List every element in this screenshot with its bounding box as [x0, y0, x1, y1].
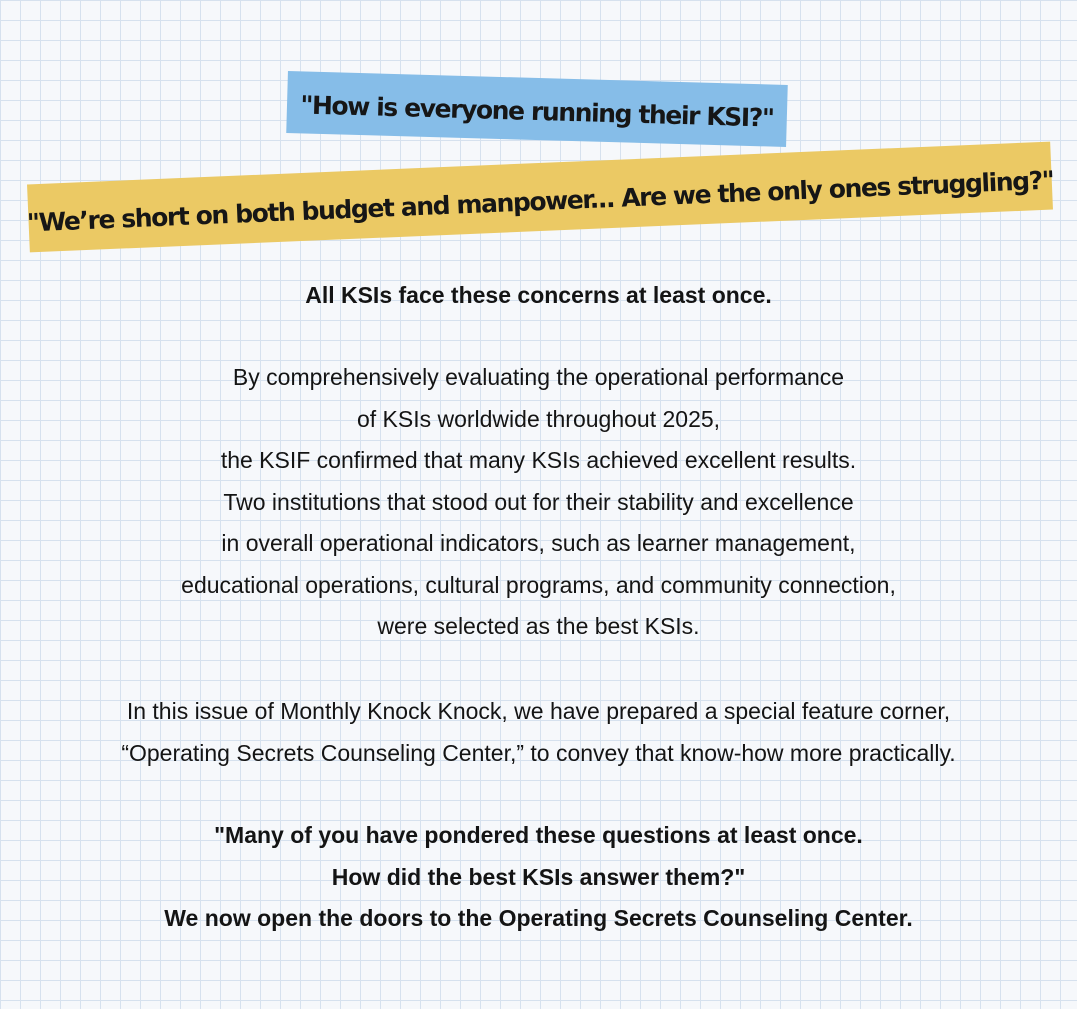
body-line: of KSIs worldwide throughout 2025,: [356, 405, 721, 432]
closing-line: "Many of you have pondered these questions at least once.: [214, 822, 863, 848]
quote-text-first: "How is everyone running their KSI?": [299, 89, 774, 133]
body-line: educational operations, cultural programs, and community connection,: [181, 571, 896, 598]
body-line: were selected as the best KSIs.: [377, 613, 700, 639]
body-paragraph: [0, 357, 1077, 648]
quote-strip-yellow: [27, 142, 1053, 253]
closing-line: How did the best KSIs answer them?": [331, 863, 746, 890]
feature-line: “Operating Secrets Counseling Center,” to convey that know-how more practically.: [121, 739, 956, 766]
feature-line: In this issue of Monthly Knock Knock, we have prepared a special feature corner,: [126, 698, 951, 724]
quote-text-second: "We’re short on both budget and manpower... Are we the only ones struggling?": [26, 165, 1054, 237]
quote-strip-blue: [286, 71, 788, 147]
closing-line: We now open the doors to the Operating Secrets Counseling Center.: [164, 905, 913, 931]
closing-paragraph: [0, 815, 1077, 940]
body-line: the KSIF confirmed that many KSIs achieved excellent results.: [220, 447, 857, 473]
body-line: in overall operational indicators, such as learner management,: [221, 530, 856, 556]
intro-heading-text: All KSIs face these concerns at least once.: [305, 282, 772, 308]
feature-paragraph: [0, 691, 1077, 774]
intro-heading: [0, 275, 1077, 317]
body-line: Two institutions that stood out for their stability and excellence: [223, 488, 854, 515]
body-line: By comprehensively evaluating the operational performance: [232, 364, 845, 390]
